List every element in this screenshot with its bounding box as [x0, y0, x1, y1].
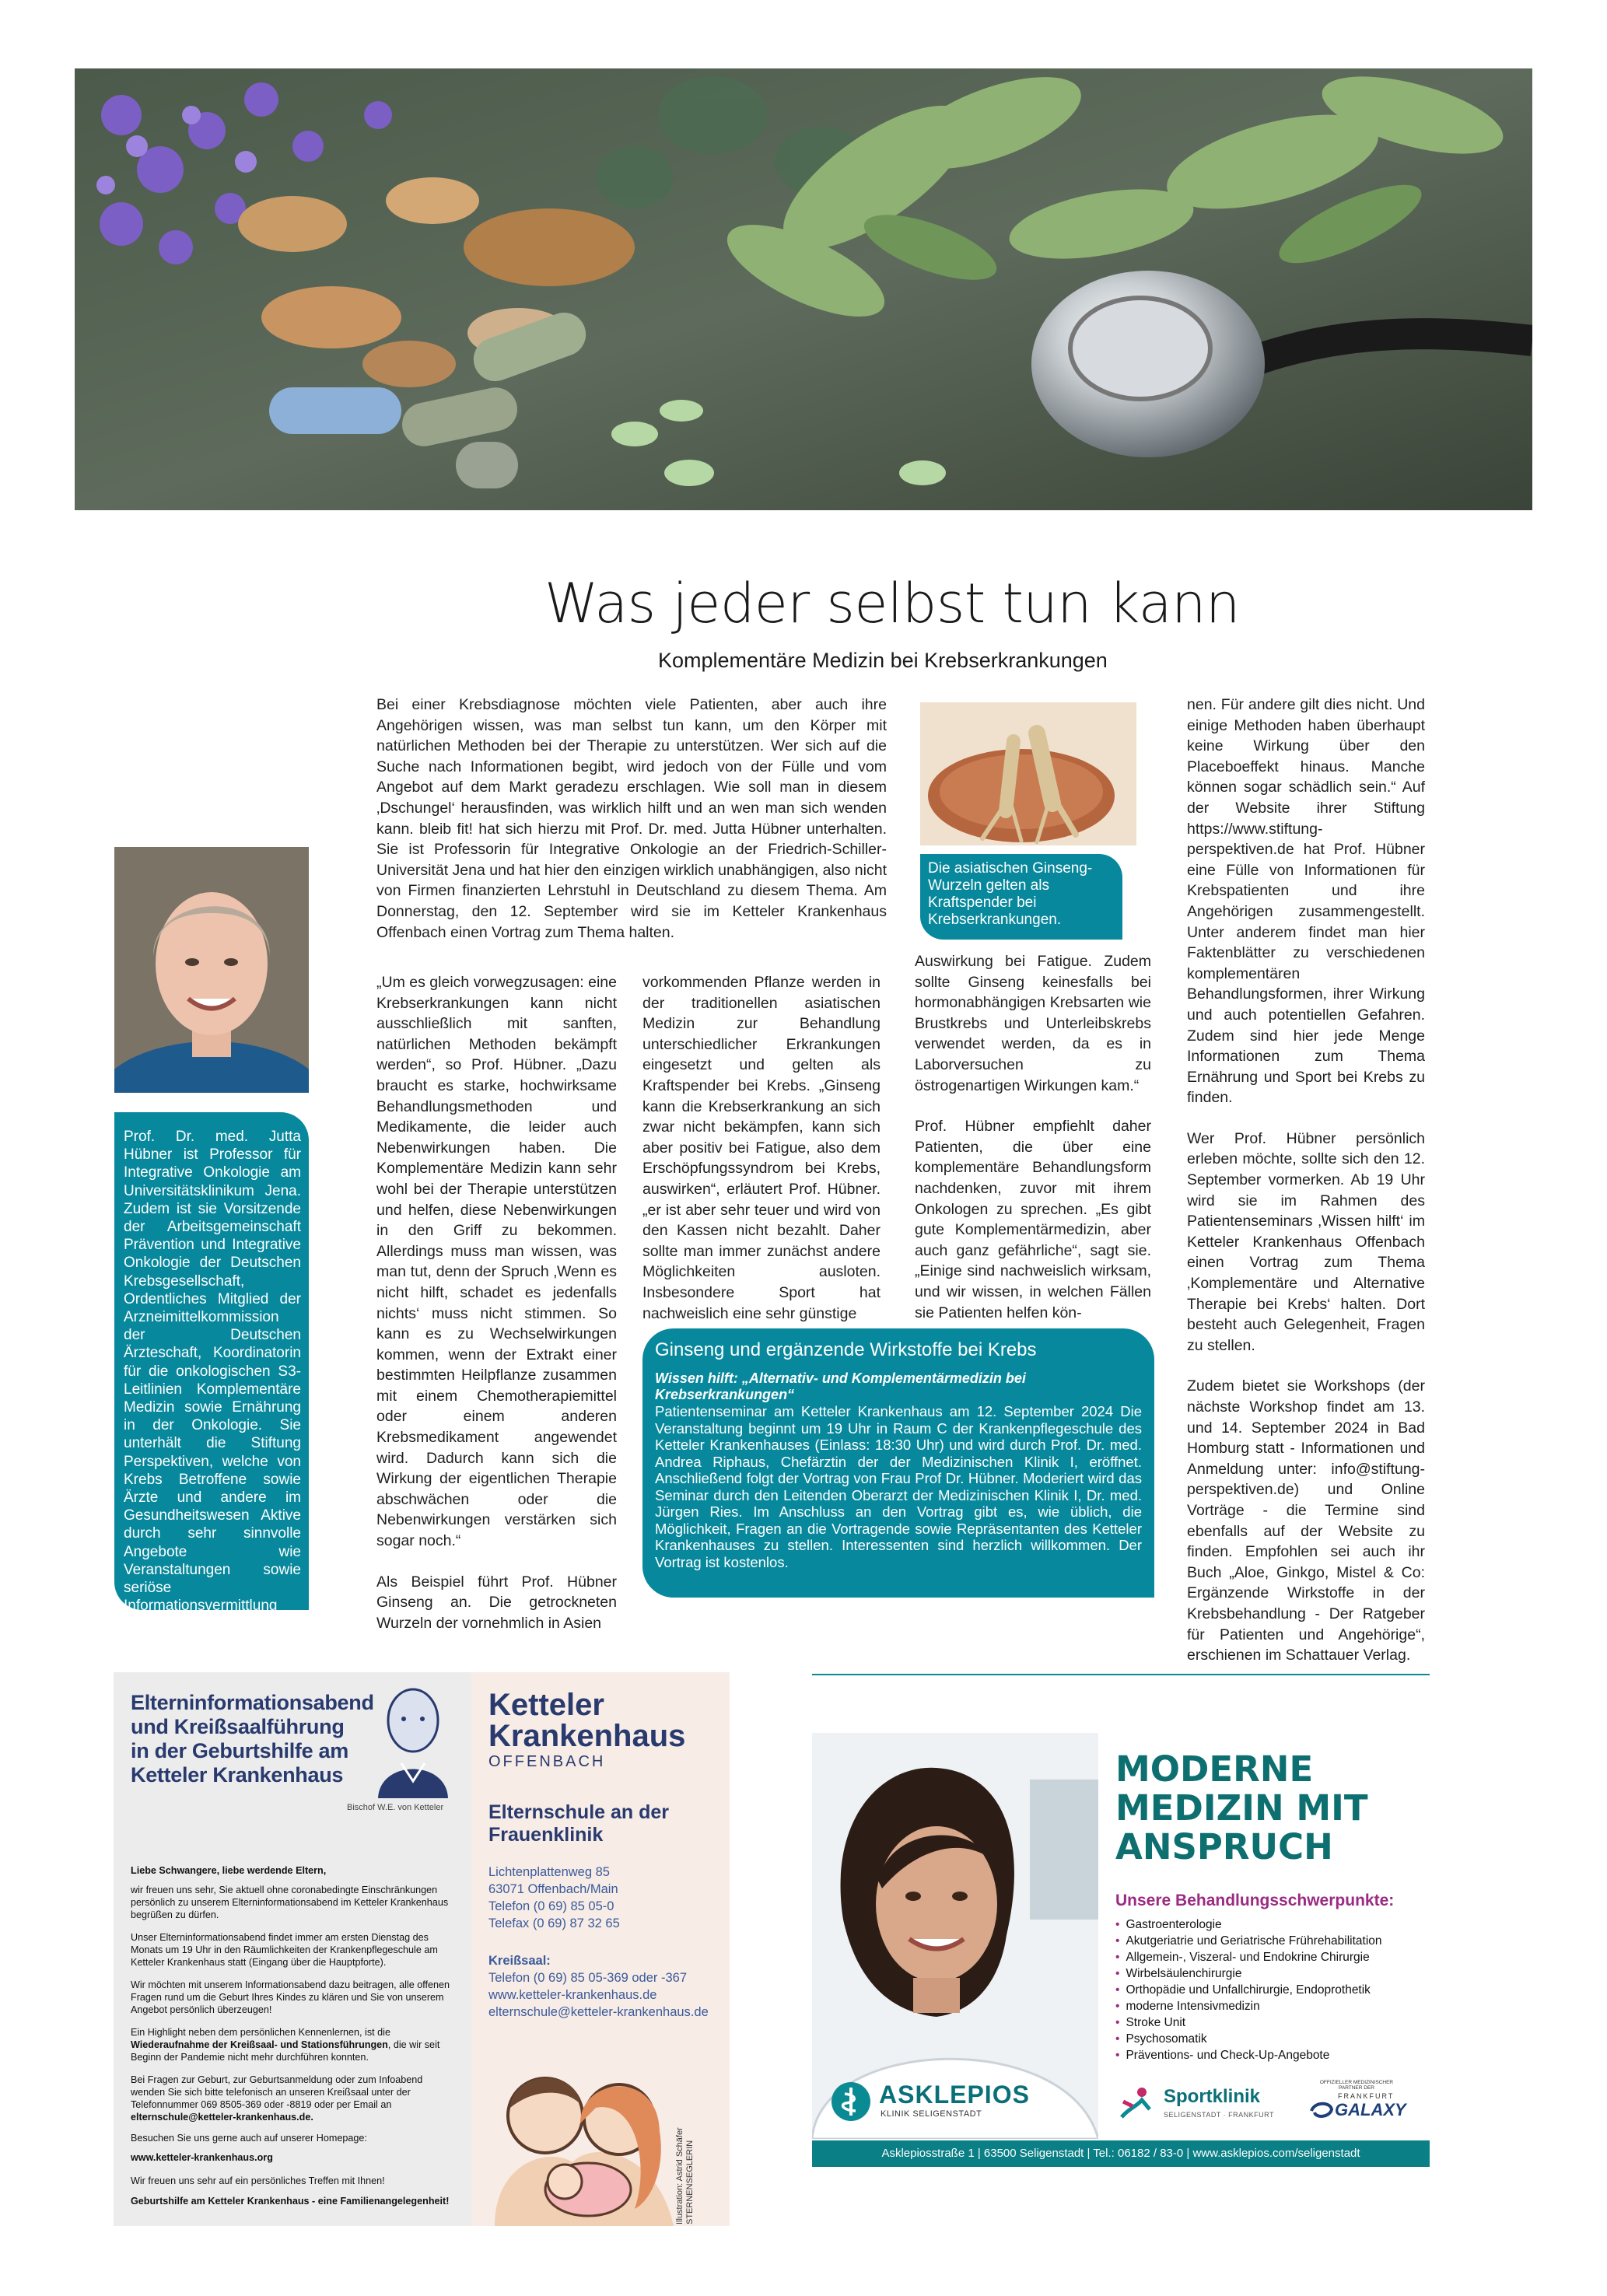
sportklinik-sub: SELIGENSTADT · FRANKFURT: [1164, 2111, 1275, 2119]
fax-number: Telefax (0 69) 87 32 65: [488, 1916, 620, 1930]
list-item: • Wirbelsäulenchirurgie: [1115, 1965, 1382, 1982]
info-box-body: Patientenseminar am Ketteler Krankenhaus am 12. September 2024 Die Veranstaltung beginnt um 19 Uhr in Raum C der Krankenpflegeschule des Ketteler Krankenhauses (Einlass: 18:30 Uhr) und wird durch Prof. Dr. med. Andrea Riphaus, Chefärztin der der Medizinischen Klinik I, eröffnet. Anschließend folgt der Vortrag von Frau Prof Dr. Hübner. Moderiert wird das Seminar durch den Leitenden Oberarzt der Medizinischen Klinik I, Dr. med. Jürgen Ries. Im Anschluss an den Vortrag gibt es, wie üblich, die Möglichkeit, Fragen an die Vortragende sowie Repräsentanten des Ketteler Krankenhauses zu stellen. Interessenten sind herzlich willkommen. Der Vortrag ist kostenlos.: [655, 1403, 1142, 1570]
ketteler-ad-contact-panel: [471, 1672, 730, 2226]
headline-line: MODERNE: [1115, 1748, 1314, 1790]
asklepios-headline: [1115, 1750, 1368, 1867]
elternschule-title: Elternschule an der Frauenklinik: [488, 1801, 670, 1846]
paragraph: Auswirkung bei Fatigue. Zudem sollte Ginseng keinesfalls bei hormonabhängigen Krebsarten wie Brustkrebs und Unterleibskrebs verwendet werden, da es in Laborversuchen zu östrogenartigen Wirkungen kam.“: [915, 953, 1151, 1094]
homepage-link[interactable]: www.ketteler-krankenhaus.org: [131, 2152, 273, 2163]
ketteler-ad-paragraph: Unser Elterninformationsabend findet immer am ersten Dienstag des Monats um 19 Uhr in den Räumlichkeiten der Krankenpflegeschule am Ketteler Krankenhaus statt (Eingang über die Hauptpforte).: [131, 1932, 438, 1968]
sportklinik-name: Sportklinik: [1164, 2086, 1261, 2107]
address-line: 63071 Offenbach/Main: [488, 1882, 618, 1896]
ketteler-ad-paragraph: [131, 2074, 457, 2123]
email-link[interactable]: elternschule@ketteler-krankenhaus.de: [488, 2005, 709, 2019]
portrait-photo: [114, 847, 309, 1093]
hero-image: [75, 68, 1532, 510]
bishop-portrait-icon: [370, 1682, 456, 1798]
ketteler-ad-title: Elterninformationsabend und Kreißsaalführung in der Geburtshilfe am Ketteler Krankenhaus: [131, 1691, 374, 1787]
brand-line: Krankenhaus: [488, 1719, 686, 1753]
ginseng-caption: Die asiatischen Ginseng-Wurzeln gelten als Kraftspender bei Krebserkrankungen.: [920, 854, 1122, 940]
headline-line: MEDIZIN MIT: [1115, 1787, 1368, 1829]
ketteler-ad-signature: Bischof W.E. von Ketteler: [347, 1803, 444, 1812]
galaxy-swirl-icon: [1310, 2100, 1333, 2120]
text-run-bold: Wiederaufnahme der Kreißsaal- und Stationsführungen: [131, 2039, 388, 2050]
ketteler-ad-greeting: Liebe Schwangere, liebe werdende Eltern,: [131, 1865, 327, 1876]
article-title: Was jeder selbst tun kann: [544, 572, 1240, 635]
intro-paragraph: Bei einer Krebsdiagnose möchten viele Patienten, aber auch ihre Angehörigen wissen, was man selbst tun kann, um den Körper mit natürlichen Methoden bei der Therapie zu unterstützen. Wer sich auf die Suche nach Informationen begibt, wird jedoch von der Fülle und vom Angebot auf dem Markt geradezu erschlagen. Wie soll man in diesem ‚Dschungel‘ herausfinden, was wirklich hilft und an wen man sich wenden kann. bleib fit! hat sich hierzu mit Prof. Dr. med. Jutta Hübner unterhalten. Sie ist Professorin für Integrative Onkologie an der Friedrich-Schiller-Universität Jena und hat hier den einzigen wirklich unabhängigen, also nicht von Firmen finanzierten Lehrstuhl in Deutschland zu diesem Thema. Am Donnerstag, den 12. September wird sie im Ketteler Krankenhaus Offenbach einen Vortrag zum Thema halten.: [376, 696, 887, 941]
ketteler-ad-info-panel: [114, 1672, 471, 2226]
portrait-illustration: [114, 847, 309, 1093]
article-subtitle: Komplementäre Medizin bei Krebserkrankungen: [658, 649, 1108, 672]
asklepios-ad-divider: [812, 1674, 1430, 1675]
sportklinik-logo: [1114, 2084, 1285, 2131]
asklepios-subheading: Unsere Behandlungsschwerpunkte:: [1115, 1892, 1395, 1909]
article-column-3: [915, 951, 1151, 1343]
ketteler-ad-paragraph: [131, 2026, 457, 2063]
address-line: Lichtenplattenweg 85: [488, 1865, 610, 1879]
list-item: • Stroke Unit: [1115, 2014, 1382, 2031]
article-intro: [376, 695, 887, 963]
article-column-4: [1187, 695, 1425, 1686]
galaxy-partner-line: OFFIZIELLER MEDIZINISCHER PARTNER DER: [1319, 2080, 1394, 2091]
asklepios-logo-sub: KLINIK SELIGENSTADT: [881, 2109, 982, 2119]
ginseng-photo: [920, 702, 1136, 845]
ginseng-root-illustration: [920, 702, 1136, 845]
ketteler-ad-paragraph: Wir möchten mit unserem Informationsabend dazu beitragen, alle offenen Fragen rund um die Geburt Ihres Kindes zu klären und Sie von unserem Angebot persönlich überzeugen!: [131, 1979, 450, 2015]
ketteler-logo: [488, 1689, 685, 1752]
delivery-label: Kreißsaal:: [488, 1954, 551, 1968]
family-illustration: [479, 2046, 695, 2226]
portrait-caption: Prof. Dr. med. Jutta Hübner ist Professor für Integrative Onkologie am Universitätsklinikum Jena. Zudem ist sie Vorsitzende der Arbeitsgemeinschaft Prävention und Integrative Onkologie der Deutschen Krebsgesellschaft, Ordentliches Mitglied der Arzneimittelkommission der Deutschen Ärzteschaft, Koordinatorin für die onkologischen S3-Leitlinien Komplementäre Medizin sowie Ernährung in der Onkologie. Sie unterhält die Stiftung Perspektiven, welche von Krebs Betroffene sowie Ärzte und andere im Gesundheitswesen Aktive durch sehr sinnvolle Angebote wie Veranstaltungen sowie seriöse Informationsvermittlung unterstützt.: [114, 1112, 309, 1610]
ketteler-ad-paragraph: Wir freuen uns sehr auf ein persönliches Treffen mit Ihnen!: [131, 2175, 385, 2186]
info-box-heading: Ginseng und ergänzende Wirkstoffe bei Krebs: [655, 1339, 1037, 1360]
illustration-credit: Illustration: Astrid Schäfer STERNENSEGLERIN: [675, 2127, 695, 2224]
asklepios-logo: [831, 2078, 1064, 2128]
treatment-focus-list: [1115, 1916, 1382, 2063]
ketteler-ad-paragraph: wir freuen uns sehr, Sie aktuell ohne coronabedingte Einschränkungen persönlich zu unserem Elterninformationsabend im Ketteler Krankenhaus begrüßen zu dürfen.: [131, 1885, 449, 1920]
list-item: • Allgemein-, Viszeral- und Endokrine Chirurgie: [1115, 1949, 1382, 1965]
list-item: • Orthopädie und Unfallchirurgie, Endoprothetik: [1115, 1982, 1382, 1998]
paragraph: vorkommenden Pflanze werden in der traditionellen asiatischen Medizin zur Behandlung unterschiedlicher Erkrankungen eingesetzt und gelten als Kraftspender bei Krebs. „Ginseng kann die Krebserkrankung an sich zwar nicht bekämpfen, kann sich aber positiv bei Fatigue, also dem Erschöpfungssyndrom bei Krebs, auswirken“, erläutert Prof. Hübner. „er ist aber sehr teuer und wird von den Kassen nicht bezahlt. Daher sollte man immer zunächst andere Möglichkeiten ausloten. Insbesondere Sport hat nachweislich eine sehr günstige: [642, 974, 881, 1322]
article-column-2: [642, 972, 881, 1344]
paragraph: Zudem bietet sie Workshops (der nächste Workshop findet am 13. und 14. September 2024 in Bad Homburg statt - Informationen und Anmeldung unter: info@stiftung-perspektiven.de) und Online Vorträge - die Termine sind ebenfalls auf der Website zu finden. Empfohlen sei auch ihr Buch „Aloe, Ginkgo, Mistel & Co: Ergänzende Wirkstoffe in der Krebsbehandlung - Der Ratgeber für Patienten und Angehörige“, erschienen im Schattauer Verlag.: [1187, 1377, 1425, 1664]
paragraph: Wer Prof. Hübner persönlich erleben möchte, sollte sich den 12. September vormerken. Ab 19 Uhr wird sie im Rahmen des Patientenseminars ‚Wissen hilft‘ im Ketteler Krankenhaus Offenbach einen Vortrag zum Thema ‚Komplementäre und Alternative Therapie bei Krebs‘ halten. Dort besteht auch Gelegenheit, Fragen zu stellen.: [1187, 1129, 1425, 1354]
text-run: Bei Fragen zur Geburt, zur Geburtsanmeldung oder zum Infoabend wenden Sie sich bitte telefonisch an unseren Kreißsaal unter der Telefonnummer 069 8505-369 oder -8819 oder per Email an: [131, 2074, 423, 2110]
info-box-subheading: Wissen hilft: „Alternativ- und Komplementärmedizin bei Krebserkrankungen“: [655, 1370, 1026, 1402]
list-item: • Psychosomatik: [1115, 2031, 1382, 2047]
delivery-phone: Telefon (0 69) 85 05-369 oder -367: [488, 1971, 688, 1985]
list-item: • Gastroenterologie: [1115, 1916, 1382, 1933]
paragraph: Prof. Hübner empfiehlt daher Patienten, die über eine komplementäre Behandlungsform nachdenken, zuvor mit ihrem Onkologen zu sprechen. „Es gibt gute Komplementärmedizin, aber auch ganz gefährliche“, sagt sie. „Einige sind nachweislich wirksam, und wir wissen, in welchen Fällen sie Patienten helfen kön-: [915, 1118, 1151, 1321]
phone-number: Telefon (0 69) 85 05-0: [488, 1899, 614, 1913]
galaxy-name: GALAXY: [1335, 2100, 1406, 2119]
article-column-1: [376, 972, 617, 1654]
brand-line: Ketteler: [488, 1688, 604, 1722]
delivery-contact: [488, 1952, 709, 2021]
ketteler-ad-footer: Geburtshilfe am Ketteler Krankenhaus - eine Familienangelegenheit!: [131, 2196, 450, 2207]
galaxy-city: FRANKFURT: [1338, 2092, 1395, 2100]
list-item: • Präventions- und Check-Up-Angebote: [1115, 2047, 1382, 2063]
asklepios-contact-bar: Asklepiosstraße 1 | 63500 Seligenstadt | Tel.: 06182 / 83-0 | www.asklepios.com/seligenstadt: [812, 2140, 1430, 2167]
ketteler-advertisement: [114, 1672, 730, 2226]
ketteler-logo-city: OFFENBACH: [488, 1753, 606, 1770]
text-run: , die wir seit Beginn der Pandemie nicht mehr durchführen konnten.: [131, 2039, 440, 2063]
paragraph: „Um es gleich vorwegzusagen: eine Krebserkrankungen kann nicht ausschließlich mit sanften, natürlichen Methoden bekämpft werden“, so Prof. Hübner. „Dazu braucht es starke, hochwirksame Behandlungsmethoden und Medikamente, die leider auch Nebenwirkungen haben. Die Komplementäre Medizin kann sehr wohl bei der Therapie unterstützen und helfen, diese Nebenwirkungen in den Griff zu bekommen. Allerdings muss man wissen, was man tut, denn der Spruch ‚Wenn es nicht hilft, schadet es jedenfalls nichts‘ muss nicht stimmen. So kann es zu Wechselwirkungen kommen, wenn der Extrakt einer bestimmten Heilpflanze zusammen mit einem Chemotherapiemittel oder einem anderen Krebsmedikament angewendet wird. Dadurch kann sich die Wirkung der eigentlichen Therapie abschwächen oder die Nebenwirkungen verstärken sich sogar noch.“: [376, 974, 617, 1550]
website-link[interactable]: www.ketteler-krankenhaus.de: [488, 1988, 657, 2002]
text-run: Ein Highlight neben dem persönlichen Kennenlernen, ist die: [131, 2027, 390, 2038]
list-item: • Akutgeriatrie und Geriatrische Frührehabilitation: [1115, 1933, 1382, 1949]
frankfurt-galaxy-logo: [1310, 2080, 1406, 2134]
herbs-pills-stethoscope-illustration: [75, 68, 1532, 510]
runner-icon: [1114, 2086, 1161, 2122]
asklepios-logo-text: ASKLEPIOS: [879, 2081, 1030, 2109]
paragraph: nen. Für andere gilt dies nicht. Und einige Methoden haben überhaupt keine Wirkung über den Placeboeffekt hinaus. Manche können sogar schädlich sein.“ Auf der Website ihrer Stiftung https://www.stiftung-perspektiven.de hat Prof. Hübner eine Fülle von Informationen für Krebspatienten und ihre Angehörigen zusammengestellt. Unter anderem findet man hier Faktenblätter zu verschiedenen komplementären Behandlungsformen, ihrer Wirkung und auch potentiellen Gefahren. Zudem sind hier jede Menge Informationen zum Thema Ernährung und Sport bei Krebs zu finden.: [1187, 696, 1425, 1107]
contact-address: [488, 1864, 620, 1932]
ketteler-ad-paragraph: Besuchen Sie uns gerne auch auf unserer Homepage:: [131, 2133, 367, 2144]
headline-line: ANSPRUCH: [1115, 1826, 1333, 1867]
asklepios-staff-icon: [831, 2081, 871, 2122]
paragraph: Als Beispiel führt Prof. Hübner Ginseng an. Die getrockneten Wurzeln der vornehmlich in Asien: [376, 1573, 617, 1632]
email-link[interactable]: elternschule@ketteler-krankenhaus.de.: [131, 2112, 313, 2123]
event-info-box: [642, 1328, 1154, 1598]
list-item: • moderne Intensivmedizin: [1115, 1998, 1382, 2014]
